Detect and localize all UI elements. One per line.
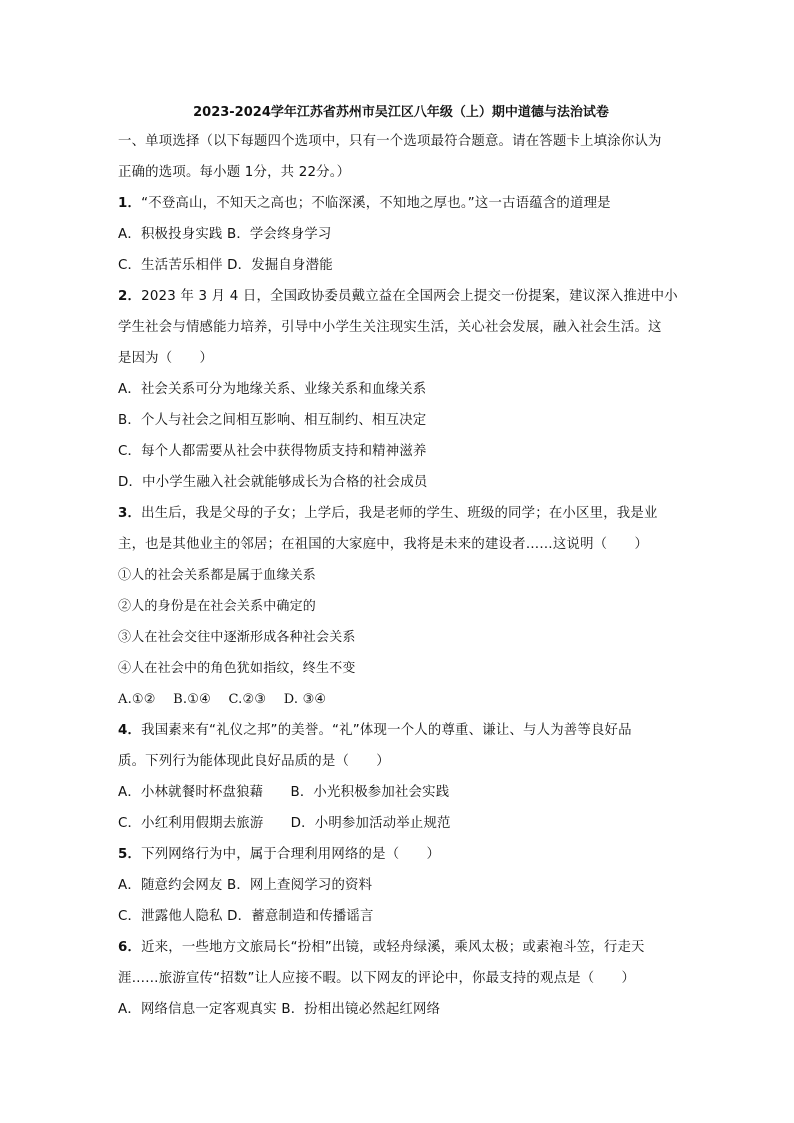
exam-page: [118, 100, 678, 1025]
question-4-stem-line-1: [118, 715, 678, 746]
question-6-options-ab: A．网络信息一定客观真实 B．扮相出镜必然起红网络: [118, 1002, 441, 1017]
question-3-statement-1: ①人的社会关系都是属于血缘关系: [118, 568, 317, 583]
question-3-options: A.①② B.①④ C.②③ D. ③④: [118, 692, 327, 707]
question-3-stem-line-2: 主，也是其他业主的邻居；在祖国的大家庭中，我将是未来的建设者……这说明（ ）: [118, 537, 649, 552]
question-2-stem-line-3: 是因为（ ）: [118, 351, 214, 366]
question-number: 2．: [118, 289, 142, 304]
question-1-options-ab: A．积极投身实践 B．学会终身学习: [118, 227, 332, 242]
question-3-statement-3: ③人在社会交往中逐渐形成各种社会关系: [118, 630, 356, 645]
question-3-statement-4: ④人在社会中的角色犹如指纹，终生不变: [118, 661, 356, 676]
question-2-stem-line-2: 学生社会与情感能力培养，引导中小学生关注现实生活，关心社会发展，融入社会生活。这: [118, 320, 662, 335]
question-number: 4．: [118, 723, 142, 738]
question-2-stem-line-1: [118, 281, 678, 312]
question-2-option-b: B．个人与社会之间相互影响、相互制约、相互决定: [118, 413, 427, 428]
question-number: 6．: [118, 940, 142, 955]
question-number: 3．: [118, 506, 142, 521]
question-4-stem-line-2: 质。下列行为能体现此良好品质的是（ ）: [118, 754, 390, 769]
page-title: 2023-2024学年江苏省苏州市吴江区八年级（上）期中道德与法治试卷: [193, 105, 609, 120]
question-5-options-cd: C．泄露他人隐私 D．蓄意制造和传播谣言: [118, 909, 374, 924]
question-text: 近来，一些地方文旅局长“扮相”出镜，或轻舟绿溪，乘风太极；或素袍斗笠，行走天: [141, 940, 645, 955]
question-6-stem-line-1: [118, 932, 678, 963]
question-5-options-ab: A．随意约会网友 B．网上查阅学习的资料: [118, 878, 373, 893]
question-text: “不登高山，不知天之高也；不临深溪，不知地之厚也。”这一古语蕴含的道理是: [141, 196, 611, 211]
question-2-option-c: C．每个人都需要从社会中获得物质支持和精神滋养: [118, 444, 427, 459]
question-1-stem: [118, 188, 678, 219]
question-2-option-d: D．中小学生融入社会就能够成长为合格的社会成员: [118, 475, 428, 490]
question-4-options-cd: C．小红利用假期去旅游 D．小明参加活动举止规范: [118, 816, 451, 831]
question-number: 5．: [118, 847, 142, 862]
question-number: 1．: [118, 196, 142, 211]
question-text: 下列网络行为中，属于合理利用网络的是（ ）: [141, 847, 441, 862]
question-text: 2023 年 3 月 4 日，全国政协委员戴立益在全国两会上提交一份提案，建议深入推进中小: [141, 289, 678, 304]
section-instruction-line-1: 一、单项选择（以下每题四个选项中，只有一个选项最符合题意。请在答题卡上填涂你认为: [118, 134, 662, 149]
question-6-stem-line-2: 涯……旅游宣传“招数”让人应接不暇。以下网友的评论中，你最支持的观点是（ ）: [118, 971, 636, 986]
question-text: 出生后，我是父母的子女；上学后，我是老师的学生、班级的同学；在小区里，我是业: [141, 506, 658, 521]
question-5-stem: [118, 839, 678, 870]
section-instruction-line-2: 正确的选项。每小题 1分，共 22分。）: [118, 165, 351, 180]
question-1-options-cd: C．生活苦乐相伴 D．发掘自身潜能: [118, 258, 333, 273]
question-2-option-a: A．社会关系可分为地缘关系、业缘关系和血缘关系: [118, 382, 427, 397]
question-3-statement-2: ②人的身份是在社会关系中确定的: [118, 599, 317, 614]
question-text: 我国素来有“礼仪之邦”的美誉。“礼”体现一个人的尊重、谦让、与人为善等良好品: [141, 723, 632, 738]
question-4-options-ab: A．小林就餐时杯盘狼藉 B．小光积极参加社会实践: [118, 785, 450, 800]
question-3-stem-line-1: [118, 498, 678, 529]
